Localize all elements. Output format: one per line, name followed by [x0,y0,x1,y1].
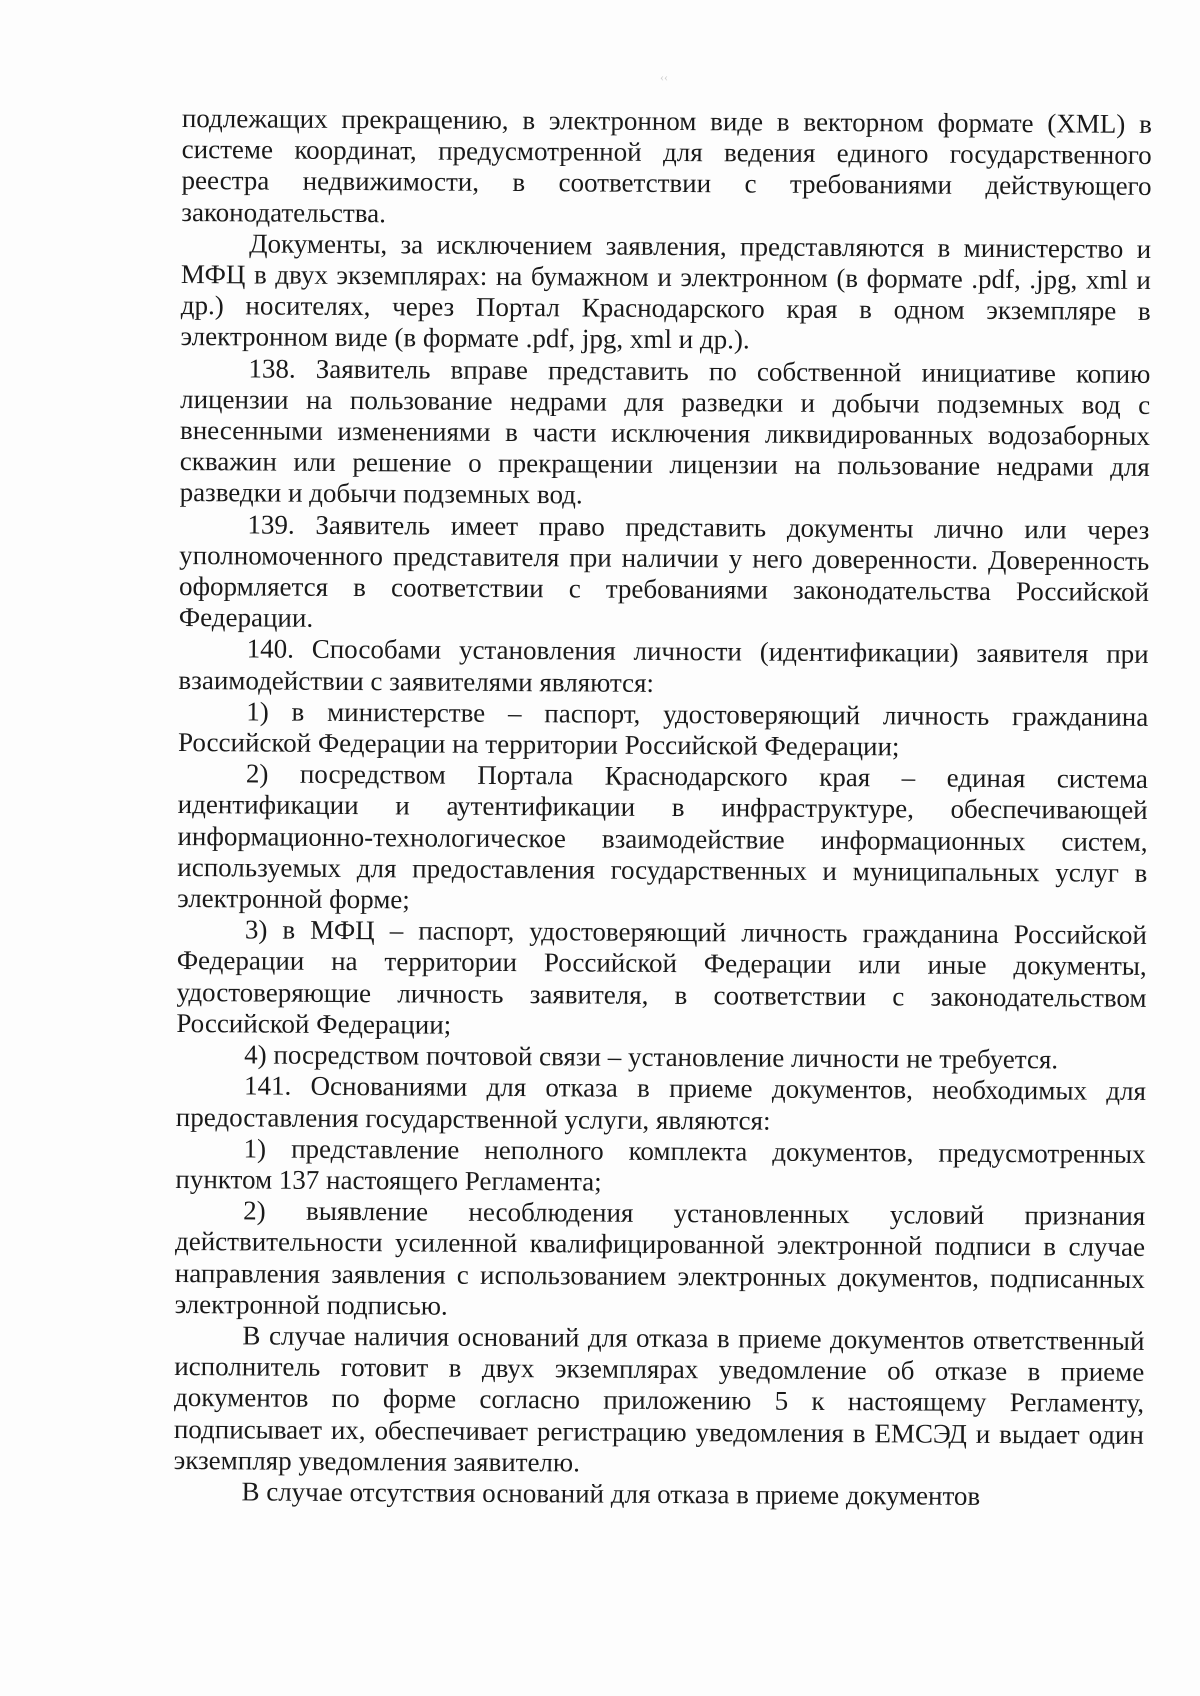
paragraph-141: 141. Основаниями для отказа в приеме документов, необходимых для предоставления государственной услуги, являются: [175,1070,1147,1136]
paragraph-140-item-3: 3) в МФЦ – паспорт, удостоверяющий личность гражданина Российской Федерации на территории Российской Федерации или иные документы, удостоверяющие личность заявителя, в соответствии с законодательством Российской Федерации; [176,914,1148,1040]
paragraph-no-refusal-case: В случае отсутствия оснований для отказа в приеме документов [241,1476,981,1511]
paragraph-140-item-1: 1) в министерстве – паспорт, удостоверяющий личность гражданина Российской Федерации на территории Российской Федерации; [178,696,1149,762]
paragraph-141-item-1: 1) представление неполного комплекта документов, предусмотренных пунктом 137 настоящего Регламента; [175,1133,1146,1197]
paragraph-141-item-2: 2) выявление несоблюдения установленных условий признания действительности усиленной квалифицированной электронной подписи в случае направления заявления с использованием электронных документов, подписанных электронной подписью. [174,1195,1146,1321]
paragraph-documents-format: Документы, за исключением заявления, представляются в министерство и МФЦ в двух экземплярах: на бумажном и электронном (в формате .pdf, .jpg, xml и др.) носителях, через Портал Краснодарского края в одном экземпляре в электронном виде (в формате .pdf, jpg, xml и др.). [180,228,1152,355]
paragraph-140-item-4: 4) посредством почтовой связи – установление личности не требуется. [244,1039,1059,1075]
paragraph-140: 140. Способами установления личности (идентификации) заявителя при взаимодействии с заявителями являются: [178,633,1149,698]
paragraph-refusal-case: В случае наличия оснований для отказа в приеме документов ответственный исполнитель готовит в двух экземплярах уведомление об отказе в приеме документов по форме согласно приложению 5 к настоящему Регламенту, подписывает их, обеспечивает регистрацию уведомления в ЕМСЭД и выдает один экземпляр уведомления заявителю. [173,1320,1145,1478]
page-marker: ‹‹ [660,70,668,84]
paragraph-140-item-2: 2) посредством Портала Краснодарского края – единая система идентификации и аутентификации в инфраструктуре, обеспечивающей информационно-технологическое взаимодействие информационных систем, используемых для предоставления государственных и муниципальных услуг в электронной форме; [177,758,1148,915]
paragraph-continuation: подлежащих прекращению, в электронном виде в векторном формате (XML) в системе координат, предусмотренной для ведения единого государственного реестра недвижимости, в соответствии с требованиями действующего законодательства. [181,103,1152,228]
document-body [173,103,1152,1513]
paragraph-138: 138. Заявитель вправе представить по собственной инициативе копию лицензии на пользование недрами для разведки и добычи подземных вод с внесенными изменениями в части исключения ликвидированных водозаборных скважин или решение о прекращении лицензии на пользование недрами для разведки и добычи подземных вод. [179,353,1151,510]
paragraph-139: 139. Заявитель имеет право представить документы лично или через уполномоченного представителя при наличии у него доверенности. Доверенность оформляется в соответствии с требованиями законодательства Российской Федерации. [178,509,1150,634]
